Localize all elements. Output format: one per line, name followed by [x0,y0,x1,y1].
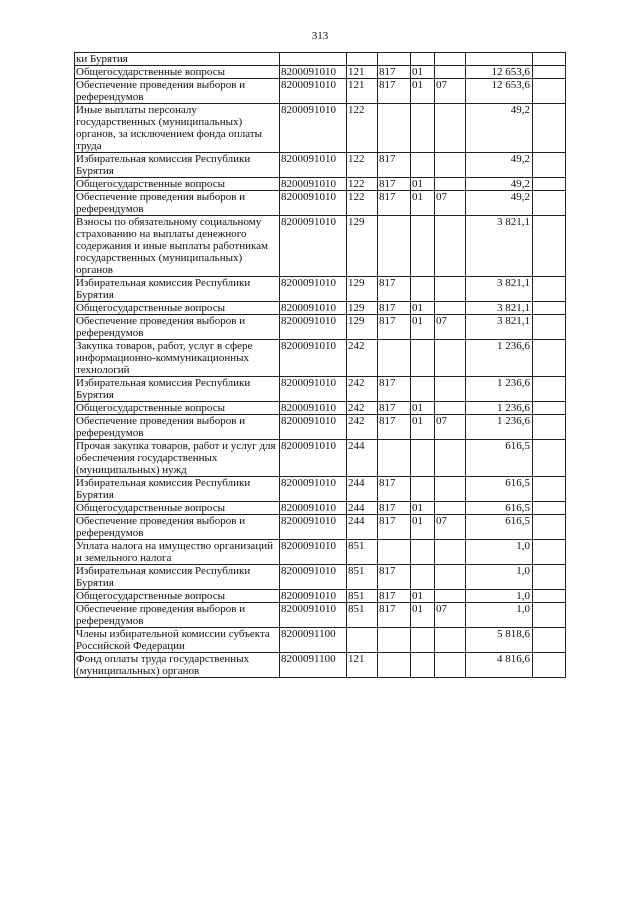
amount-cell: 616,5 [466,440,533,477]
expense-type-code-cell: 129 [347,315,378,340]
extra-cell [533,178,566,191]
subsection-code-cell: 07 [435,415,466,440]
target-article-code-cell: 8200091010 [280,477,347,502]
item-name-cell: Обеспечение проведения выборов и референдумов [75,415,280,440]
extra-cell [533,191,566,216]
budget-administrator-code-cell [378,653,411,678]
expense-type-code-cell: 129 [347,277,378,302]
budget-administrator-code-cell: 817 [378,277,411,302]
section-code-cell: 01 [411,415,435,440]
extra-cell [533,415,566,440]
budget-administrator-code-cell: 817 [378,502,411,515]
subsection-code-cell [435,653,466,678]
target-article-code-cell: 8200091010 [280,440,347,477]
expense-type-code-cell: 851 [347,590,378,603]
item-name-cell: Иные выплаты персоналу государственных (муниципальных) органов, за исключением фонда оплаты труда [75,104,280,153]
table-row [75,216,566,277]
budget-administrator-code-cell: 817 [378,515,411,540]
amount-cell: 49,2 [466,153,533,178]
target-article-code-cell [280,53,347,66]
expense-type-code-cell: 851 [347,540,378,565]
subsection-code-cell: 07 [435,191,466,216]
extra-cell [533,153,566,178]
extra-cell [533,216,566,277]
subsection-code-cell [435,66,466,79]
expense-type-code-cell: 121 [347,66,378,79]
amount-cell: 1 236,6 [466,340,533,377]
item-name-cell: Члены избирательной комиссии субъекта Российской Федерации [75,628,280,653]
expense-type-code-cell: 244 [347,502,378,515]
budget-administrator-code-cell: 817 [378,315,411,340]
table-row [75,502,566,515]
item-name-cell: Взносы по обязательному социальному страхованию на выплаты денежного содержания и иные выплаты работникам государственных (муниципальных) органов [75,216,280,277]
table-row [75,302,566,315]
amount-cell: 12 653,6 [466,79,533,104]
budget-administrator-code-cell: 817 [378,415,411,440]
section-code-cell: 01 [411,315,435,340]
expense-type-code-cell: 244 [347,515,378,540]
expense-type-code-cell [347,628,378,653]
section-code-cell [411,628,435,653]
budget-administrator-code-cell [378,540,411,565]
expense-type-code-cell: 244 [347,477,378,502]
expense-type-code-cell: 242 [347,377,378,402]
subsection-code-cell [435,340,466,377]
budget-administrator-code-cell: 817 [378,79,411,104]
subsection-code-cell [435,302,466,315]
expense-type-code-cell: 122 [347,178,378,191]
extra-cell [533,79,566,104]
expense-type-code-cell [347,53,378,66]
target-article-code-cell: 8200091010 [280,540,347,565]
amount-cell: 3 821,1 [466,216,533,277]
item-name-cell: Общегосударственные вопросы [75,66,280,79]
section-code-cell [411,377,435,402]
target-article-code-cell: 8200091100 [280,628,347,653]
subsection-code-cell: 07 [435,79,466,104]
section-code-cell [411,440,435,477]
expense-type-code-cell: 121 [347,79,378,104]
table-row [75,603,566,628]
expense-type-code-cell: 122 [347,104,378,153]
table-row [75,104,566,153]
table-row [75,66,566,79]
amount-cell: 1 236,6 [466,415,533,440]
amount-cell: 1,0 [466,590,533,603]
item-name-cell: Избирательная комиссия Республики Бурятия [75,565,280,590]
item-name-cell: Закупка товаров, работ, услуг в сфере информационно-коммуникационных технологий [75,340,280,377]
item-name-cell: Обеспечение проведения выборов и референдумов [75,79,280,104]
extra-cell [533,402,566,415]
section-code-cell: 01 [411,603,435,628]
budget-administrator-code-cell: 817 [378,603,411,628]
item-name-cell: Уплата налога на имущество организаций и земельного налога [75,540,280,565]
table-row [75,653,566,678]
section-code-cell [411,153,435,178]
section-code-cell: 01 [411,302,435,315]
budget-administrator-code-cell [378,628,411,653]
subsection-code-cell: 07 [435,315,466,340]
extra-cell [533,104,566,153]
item-name-cell: Избирательная комиссия Республики Бурятия [75,277,280,302]
extra-cell [533,66,566,79]
extra-cell [533,315,566,340]
section-code-cell: 01 [411,191,435,216]
subsection-code-cell [435,477,466,502]
target-article-code-cell: 8200091010 [280,302,347,315]
target-article-code-cell: 8200091010 [280,277,347,302]
extra-cell [533,502,566,515]
extra-cell [533,277,566,302]
target-article-code-cell: 8200091010 [280,191,347,216]
budget-administrator-code-cell [378,104,411,153]
item-name-cell: Общегосударственные вопросы [75,178,280,191]
subsection-code-cell [435,377,466,402]
table-row [75,477,566,502]
table-row [75,590,566,603]
amount-cell: 12 653,6 [466,66,533,79]
target-article-code-cell: 8200091010 [280,603,347,628]
target-article-code-cell: 8200091010 [280,104,347,153]
extra-cell [533,477,566,502]
extra-cell [533,440,566,477]
budget-administrator-code-cell [378,440,411,477]
section-code-cell [411,104,435,153]
extra-cell [533,515,566,540]
table-row [75,515,566,540]
subsection-code-cell [435,590,466,603]
target-article-code-cell: 8200091010 [280,377,347,402]
table-row [75,191,566,216]
budget-administrator-code-cell: 817 [378,402,411,415]
table-row [75,377,566,402]
amount-cell: 5 818,6 [466,628,533,653]
subsection-code-cell [435,540,466,565]
budget-administrator-code-cell: 817 [378,66,411,79]
item-name-cell: Прочая закупка товаров, работ и услуг для обеспечения государственных (муниципальных) нужд [75,440,280,477]
extra-cell [533,340,566,377]
amount-cell: 1,0 [466,603,533,628]
expense-type-code-cell: 242 [347,415,378,440]
amount-cell: 616,5 [466,515,533,540]
section-code-cell [411,277,435,302]
table-row [75,277,566,302]
budget-administrator-code-cell: 817 [378,377,411,402]
table-row [75,153,566,178]
extra-cell [533,53,566,66]
extra-cell [533,653,566,678]
section-code-cell [411,540,435,565]
target-article-code-cell: 8200091100 [280,653,347,678]
section-code-cell [411,216,435,277]
subsection-code-cell [435,402,466,415]
amount-cell: 3 821,1 [466,315,533,340]
amount-cell [466,53,533,66]
extra-cell [533,302,566,315]
section-code-cell: 01 [411,515,435,540]
amount-cell: 616,5 [466,477,533,502]
target-article-code-cell: 8200091010 [280,178,347,191]
section-code-cell: 01 [411,66,435,79]
target-article-code-cell: 8200091010 [280,153,347,178]
budget-administrator-code-cell: 817 [378,178,411,191]
amount-cell: 3 821,1 [466,277,533,302]
subsection-code-cell [435,216,466,277]
table-row [75,402,566,415]
target-article-code-cell: 8200091010 [280,66,347,79]
target-article-code-cell: 8200091010 [280,415,347,440]
expense-type-code-cell: 129 [347,216,378,277]
item-name-cell: Обеспечение проведения выборов и референдумов [75,315,280,340]
budget-administrator-code-cell: 817 [378,565,411,590]
amount-cell: 49,2 [466,104,533,153]
budget-administrator-code-cell: 817 [378,153,411,178]
subsection-code-cell [435,565,466,590]
target-article-code-cell: 8200091010 [280,340,347,377]
amount-cell: 1 236,6 [466,402,533,415]
target-article-code-cell: 8200091010 [280,216,347,277]
section-code-cell [411,477,435,502]
amount-cell: 1,0 [466,565,533,590]
item-name-cell: Избирательная комиссия Республики Бурятия [75,153,280,178]
target-article-code-cell: 8200091010 [280,515,347,540]
extra-cell [533,377,566,402]
section-code-cell: 01 [411,178,435,191]
table-body [75,53,566,678]
amount-cell: 49,2 [466,178,533,191]
extra-cell [533,603,566,628]
section-code-cell [411,340,435,377]
section-code-cell: 01 [411,79,435,104]
item-name-cell: ки Бурятия [75,53,280,66]
item-name-cell: Обеспечение проведения выборов и референдумов [75,191,280,216]
amount-cell: 49,2 [466,191,533,216]
table-row [75,79,566,104]
amount-cell: 1,0 [466,540,533,565]
budget-administrator-code-cell: 817 [378,191,411,216]
section-code-cell [411,565,435,590]
target-article-code-cell: 8200091010 [280,402,347,415]
subsection-code-cell [435,502,466,515]
subsection-code-cell [435,440,466,477]
extra-cell [533,565,566,590]
expense-type-code-cell: 244 [347,440,378,477]
item-name-cell: Общегосударственные вопросы [75,402,280,415]
target-article-code-cell: 8200091010 [280,79,347,104]
amount-cell: 1 236,6 [466,377,533,402]
expense-type-code-cell: 122 [347,191,378,216]
table-row [75,440,566,477]
expense-type-code-cell: 129 [347,302,378,315]
section-code-cell: 01 [411,402,435,415]
amount-cell: 616,5 [466,502,533,515]
expense-type-code-cell: 122 [347,153,378,178]
table-row [75,415,566,440]
budget-administrator-code-cell: 817 [378,590,411,603]
expense-type-code-cell: 851 [347,603,378,628]
item-name-cell: Фонд оплаты труда государственных (муниципальных) органов [75,653,280,678]
item-name-cell: Обеспечение проведения выборов и референдумов [75,515,280,540]
item-name-cell: Обеспечение проведения выборов и референдумов [75,603,280,628]
section-code-cell [411,53,435,66]
subsection-code-cell [435,53,466,66]
subsection-code-cell [435,178,466,191]
expense-type-code-cell: 851 [347,565,378,590]
table-row [75,340,566,377]
target-article-code-cell: 8200091010 [280,502,347,515]
page-number: 313 [311,30,329,42]
amount-cell: 4 816,6 [466,653,533,678]
expense-type-code-cell: 242 [347,340,378,377]
target-article-code-cell: 8200091010 [280,565,347,590]
section-code-cell [411,653,435,678]
table-row [75,315,566,340]
budget-administrator-code-cell [378,340,411,377]
subsection-code-cell [435,277,466,302]
item-name-cell: Общегосударственные вопросы [75,590,280,603]
item-name-cell: Избирательная комиссия Республики Бурятия [75,377,280,402]
extra-cell [533,628,566,653]
extra-cell [533,540,566,565]
item-name-cell: Избирательная комиссия Республики Бурятия [75,477,280,502]
budget-administrator-code-cell [378,216,411,277]
budget-administrator-code-cell: 817 [378,302,411,315]
expense-type-code-cell: 242 [347,402,378,415]
table-row [75,565,566,590]
table-row [75,178,566,191]
section-code-cell: 01 [411,502,435,515]
subsection-code-cell [435,104,466,153]
table-row [75,53,566,66]
target-article-code-cell: 8200091010 [280,315,347,340]
budget-administrator-code-cell: 817 [378,477,411,502]
budget-administrator-code-cell [378,53,411,66]
expense-type-code-cell: 121 [347,653,378,678]
extra-cell [533,590,566,603]
budget-table [74,52,566,678]
table-row [75,540,566,565]
subsection-code-cell [435,628,466,653]
table-row [75,628,566,653]
subsection-code-cell: 07 [435,515,466,540]
amount-cell: 3 821,1 [466,302,533,315]
target-article-code-cell: 8200091010 [280,590,347,603]
section-code-cell: 01 [411,590,435,603]
subsection-code-cell [435,153,466,178]
item-name-cell: Общегосударственные вопросы [75,302,280,315]
item-name-cell: Общегосударственные вопросы [75,502,280,515]
subsection-code-cell: 07 [435,603,466,628]
